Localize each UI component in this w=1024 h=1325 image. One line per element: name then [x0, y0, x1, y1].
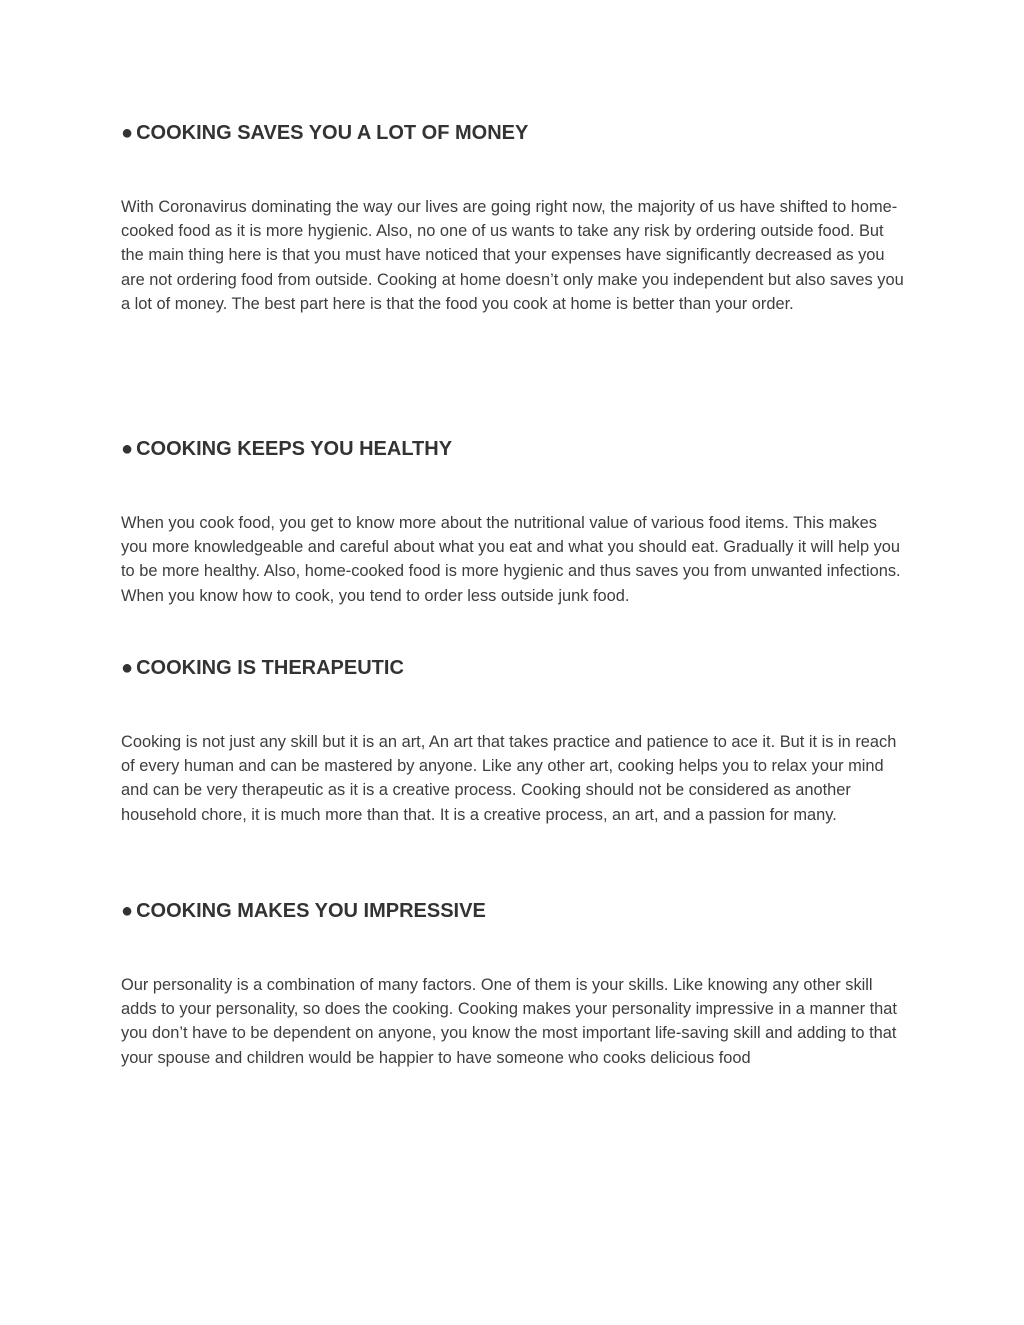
section-heading-impressive — [121, 899, 486, 923]
heading-text: COOKING KEEPS YOU HEALTHY — [136, 438, 453, 460]
heading-text: COOKING IS THERAPEUTIC — [136, 657, 404, 679]
section-body-healthy: When you cook food, you get to know more about the nutritional value of various food items. This makes you more knowledgeable and careful about what you eat and what you should eat. Gradually it will help you to be more healthy. Also, home-cooked food is more hygienic and thus saves you from unwanted infections. When you know how to cook, you tend to order less outside junk food. — [121, 514, 901, 605]
bullet-icon: ● — [121, 900, 134, 922]
section-heading-healthy — [121, 437, 452, 461]
heading-text: COOKING MAKES YOU IMPRESSIVE — [136, 900, 486, 922]
section-body-therapeutic: Cooking is not just any skill but it is an art, An art that takes practice and patience to ace it. But it is in reach of every human and can be mastered by anyone. Like any other art, cooking helps you to relax your mind and can be very therapeutic as it is a creative process. Cooking should not be considered as another household chore, it is much more than that. It is a creative process, an art, and a passion for many. — [121, 733, 897, 824]
bullet-icon: ● — [121, 438, 134, 460]
section-heading-money — [121, 121, 528, 145]
bullet-icon: ● — [121, 122, 134, 144]
bullet-icon: ● — [121, 657, 134, 679]
heading-text: COOKING SAVES YOU A LOT OF MONEY — [136, 122, 529, 144]
section-body-impressive: Our personality is a combination of many factors. One of them is your skills. Like knowing any other skill adds to your personality, so does the cooking. Cooking makes your personality impressive in a manner that you don’t have to be dependent on anyone, you know the most important life-saving skill and adding to that your spouse and children would be happier to have someone who cooks delicious food — [121, 976, 897, 1067]
section-heading-therapeutic — [121, 656, 404, 680]
section-body-money: With Coronavirus dominating the way our lives are going right now, the majority of us have shifted to home-cooked food as it is more hygienic. Also, no one of us wants to take any risk by ordering outside food. But the main thing here is that you must have noticed that your expenses have significantly decreased as you are not ordering food from outside. Cooking at home doesn’t only make you independent but also saves you a lot of money. The best part here is that the food you cook at home is better than your order. — [121, 198, 904, 313]
